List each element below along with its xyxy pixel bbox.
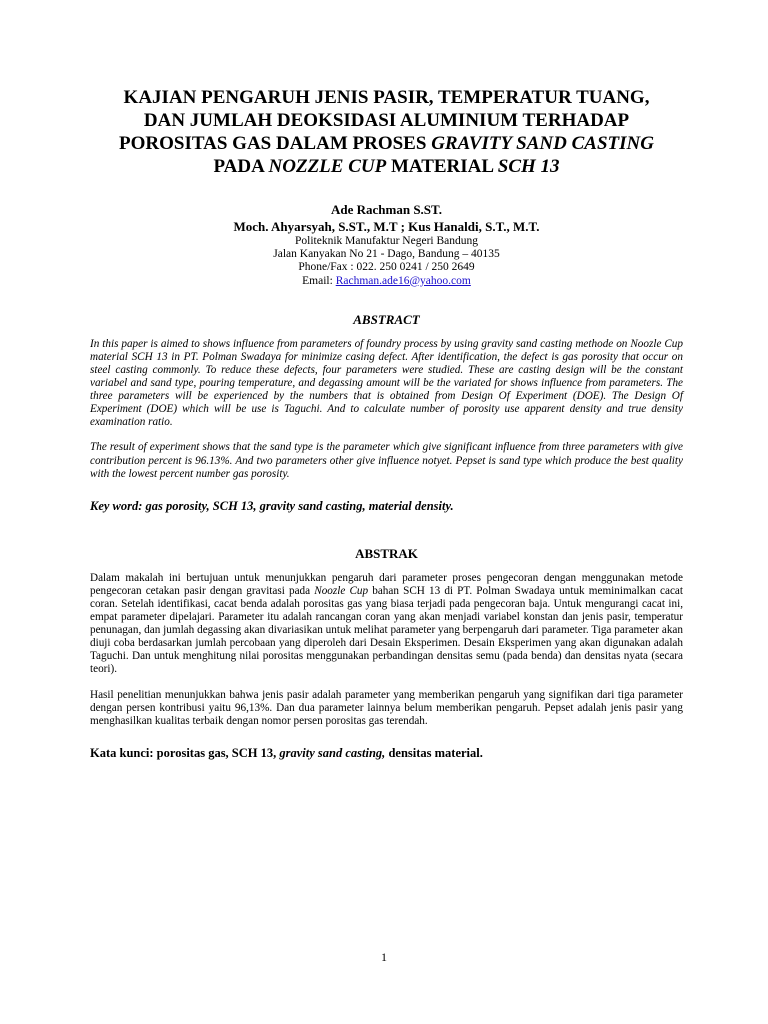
title-line-4-text-a: PADA [213, 156, 269, 177]
email-link[interactable]: Rachman.ade16@yahoo.com [335, 274, 471, 287]
abstract-paragraph-2: The result of experiment shows that the sand type is the parameter which give significant influence from three parameters with give contribution percent is 96.13%. And two parameters other give influence notyet. Pepset is sand type which produce the best quality with the lowest percent number gas porosity. [90, 441, 683, 480]
title-line-4 [90, 155, 683, 178]
abstrak-kw-text-a: Kata kunci: porositas gas, SCH 13, [90, 745, 280, 760]
abstrak-keywords [90, 746, 683, 761]
abstrak-kw-text-b: densitas material. [385, 745, 483, 760]
email-label: Email: [302, 274, 336, 287]
title-line-3-text: POROSITAS GAS DALAM PROSES [119, 133, 432, 154]
author-block [90, 201, 683, 288]
author-coauthors: Moch. Ahyarsyah, S.ST., M.T ; Kus Hanaldi, S.T., M.T. [233, 219, 540, 234]
abstrak-heading: ABSTRAK [355, 545, 418, 561]
title-line-3 [90, 132, 683, 155]
page-number: 1 [381, 950, 387, 964]
abstrak-kw-italic: gravity sand casting, [279, 745, 386, 760]
paper-title [90, 86, 683, 178]
abstrak-p1-text-b: bahan SCH 13 di PT. Polman Swadaya untuk meminimalkan cacat coran. Setelah identifikasi, cacat benda adalah porositas gas yang biasa terjadi pada pengecoran baja. Untuk mengurangi cacat ini, empat parameter dipelajari. Parameter itu adalah rancangan coran yang akan menjadi variabel konstan dan jenis pasir, temperatur penunagan, dan jumlah degassing akan divariasikan untuk melihat parameter yang berpengaruh dari parameter. Tiga parameter akan diuji coba berdasarkan jumlah percobaan yang diperoleh dari Desain Eksperimen. Desain Eksperimen yang akan digunakan adalah Taguchi. Dan untuk menghitung nilai porositas menggunakan perbandingan densitas semu (pada benda) dan densitas nyata (secara teori). [90, 584, 683, 676]
title-line-2: DAN JUMLAH DEOKSIDASI ALUMINIUM TERHADAP [143, 110, 630, 131]
title-line-4-italic-b: SCH 13 [497, 156, 560, 177]
author-institution: Politeknik Manufaktur Negeri Bandung [294, 235, 478, 247]
title-line-4-text-b: MATERIAL [386, 156, 498, 177]
abstrak-p1-text-a: Dalam makalah ini bertujuan untuk menunjukkan pengaruh dari parameter proses pengecoran dengan menggunakan metode pengecoran cetakan pasir dengan gravitasi pada [90, 571, 683, 597]
author-email-line [90, 275, 683, 288]
abstrak-paragraph-1 [90, 572, 683, 677]
author-address: Jalan Kanyakan No 21 - Dago, Bandung – 40135 [273, 248, 500, 261]
abstract-heading: ABSTRACT [353, 311, 420, 327]
abstrak-paragraph-2: Hasil penelitian menunjukkan bahwa jenis pasir adalah parameter yang memberikan pengaruh yang signifikan dari tiga parameter dengan persen kontribusi yaitu 96,13%. Dan dua parameter lainnya belum memberikan pengaruh. Pepset adalah jenis pasir yang menghasilkan kualitas terbaik dengan nomor persen porositas gas terendah. [90, 688, 683, 727]
abstract-paragraph-1: In this paper is aimed to shows influence from parameters of foundry process by using gravity sand casting methode on Noozle Cup material SCH 13 in PT. Polman Swadaya for minimize casing defect. After identification, the defect is gas porosity that occur on steel casting commonly. To reduce these defects, four parameters were studied. These are casting design will be the constant variabel and sand type, pouring temperature, and degassing amount will be the variated for shows influence from parameters. The three parameters will be experienced by the numbers that is obtained from Design Of Experiment (DOE). The Design Of Experiment (DOE) which will be use is Taguchi. And to calculate number of porosity use apparent density and true density examination ratio. [90, 337, 683, 429]
author-phone: Phone/Fax : 022. 250 0241 / 250 2649 [298, 261, 475, 274]
title-line-3-italic: GRAVITY SAND CASTING [431, 133, 654, 154]
abstrak-p1-italic: Noozle Cup [314, 584, 369, 597]
abstract-keywords: Key word: gas porosity, SCH 13, gravity sand casting, material density. [90, 498, 454, 513]
title-line-1: KAJIAN PENGARUH JENIS PASIR, TEMPERATUR TUANG, [123, 87, 650, 108]
author-primary: Ade Rachman S.ST. [330, 202, 442, 217]
title-line-4-italic-a: NOZZLE CUP [268, 156, 387, 177]
